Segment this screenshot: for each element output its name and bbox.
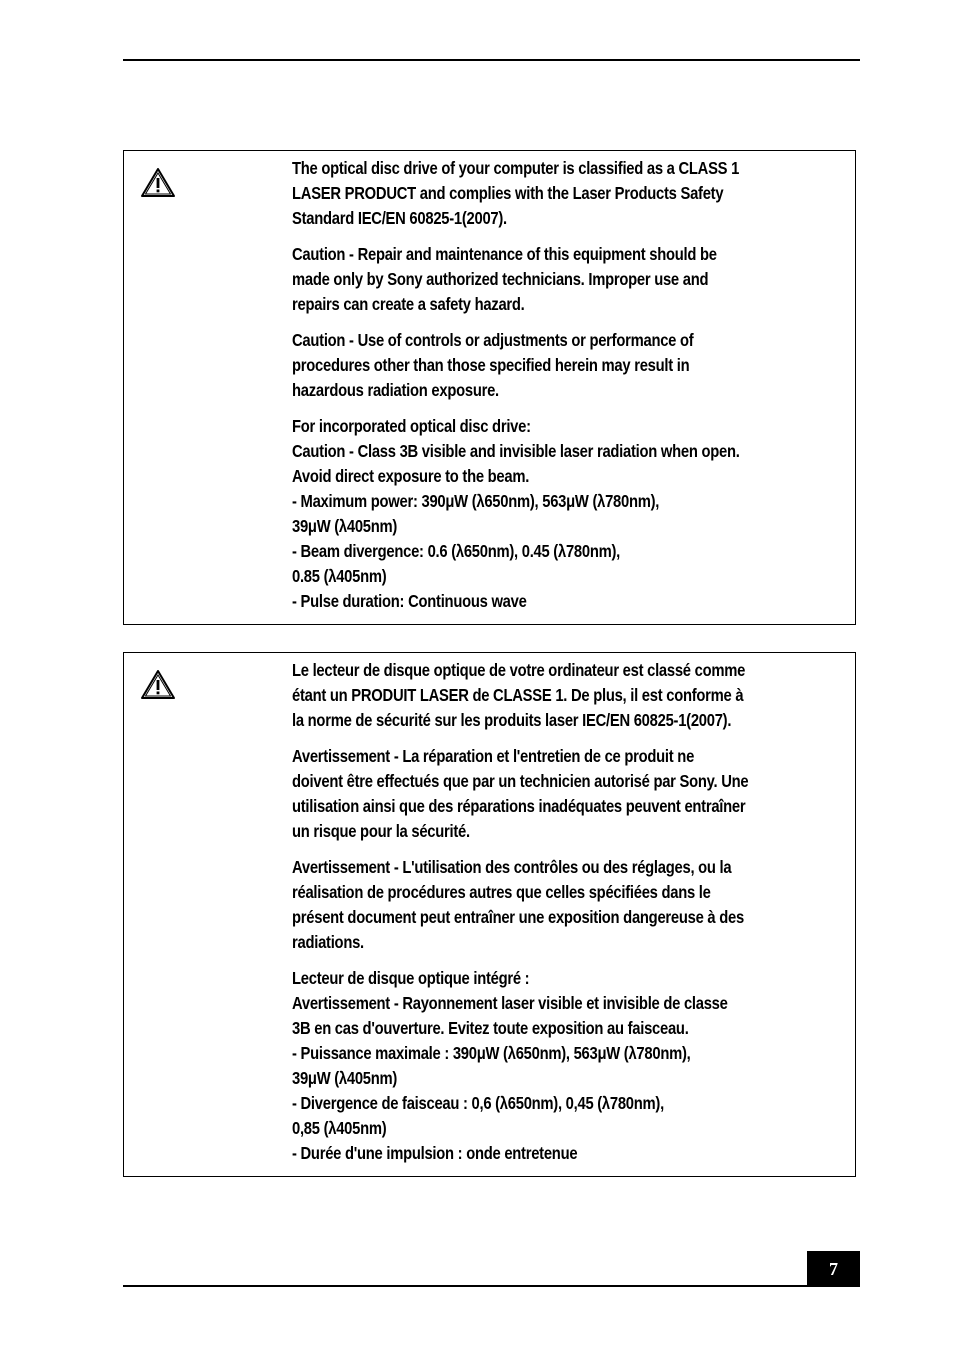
laser-safety-notice-english [123,150,856,625]
text-line: hazardous radiation exposure. [292,380,499,400]
notice-text-french [292,658,852,1177]
text-line: Avertissement - L'utilisation des contrôles ou des réglages, ou la [292,857,732,877]
text-line: repairs can create a safety hazard. [292,294,525,314]
text-line: procedures other than those specified herein may result in [292,355,690,375]
laser-safety-notice-french [123,652,856,1177]
text-line: étant un PRODUIT LASER de CLASSE 1. De plus, il est conforme à [292,685,744,705]
text-line: Standard IEC/EN 60825-1(2007). [292,208,507,228]
text-line: For incorporated optical disc drive: [292,416,531,436]
text-line: radiations. [292,932,364,952]
paragraph-classification [292,156,853,231]
text-line: Lecteur de disque optique intégré : [292,968,530,988]
text-line: Caution - Repair and maintenance of this equipment should be [292,244,717,264]
text-line: 0,85 (λ405nm) [292,1118,387,1138]
header-rule [123,59,860,61]
warning-triangle-icon [140,167,176,199]
text-line: doivent être effectués que par un technicien autorisé par Sony. Une [292,771,749,791]
text-line: LASER PRODUCT and complies with the Laser Products Safety [292,183,724,203]
text-line: 39μW (λ405nm) [292,516,398,536]
text-line: Avertissement - Rayonnement laser visible et invisible de classe [292,993,728,1013]
warning-triangle-icon [140,669,176,701]
text-line: Caution - Class 3B visible and invisible laser radiation when open. [292,441,740,461]
text-line: Caution - Use of controls or adjustments or performance of [292,330,694,350]
notice-text-english [292,156,852,625]
text-line: réalisation de procédures autres que celles spécifiées dans le [292,882,711,902]
text-line: - Durée d'une impulsion : onde entretenue [292,1143,578,1163]
page-number: 7 [807,1251,860,1287]
text-line: Avertissement - La réparation et l'entretien de ce produit ne [292,746,695,766]
text-line: - Maximum power: 390μW (λ650nm), 563μW (λ780nm), [292,491,660,511]
text-line: 3B en cas d'ouverture. Evitez toute exposition au faisceau. [292,1018,689,1038]
text-line: Le lecteur de disque optique de votre ordinateur est classé comme [292,660,746,680]
text-line: un risque pour la sécurité. [292,821,470,841]
paragraph-classification [292,658,853,733]
text-line: - Puissance maximale : 390μW (λ650nm), 563μW (λ780nm), [292,1043,691,1063]
text-line: présent document peut entraîner une exposition dangereuse à des [292,907,744,927]
text-line: 39μW (λ405nm) [292,1068,398,1088]
text-line: Avoid direct exposure to the beam. [292,466,530,486]
paragraph-repair-caution [292,242,853,317]
paragraph-drive-specs [292,414,853,614]
text-line: 0.85 (λ405nm) [292,566,387,586]
text-line: made only by Sony authorized technicians. Improper use and [292,269,709,289]
paragraph-controls-caution [292,328,853,403]
text-line: la norme de sécurité sur les produits laser IEC/EN 60825-1(2007). [292,710,732,730]
text-line: utilisation ainsi que des réparations inadéquates peuvent entraîner [292,796,746,816]
text-line: The optical disc drive of your computer is classified as a CLASS 1 [292,158,740,178]
paragraph-controls-caution [292,855,853,955]
paragraph-drive-specs [292,966,853,1166]
paragraph-repair-caution [292,744,853,844]
text-line: - Divergence de faisceau : 0,6 (λ650nm), 0,45 (λ780nm), [292,1093,664,1113]
footer-rule [123,1285,860,1287]
text-line: - Pulse duration: Continuous wave [292,591,527,611]
text-line: - Beam divergence: 0.6 (λ650nm), 0.45 (λ780nm), [292,541,620,561]
